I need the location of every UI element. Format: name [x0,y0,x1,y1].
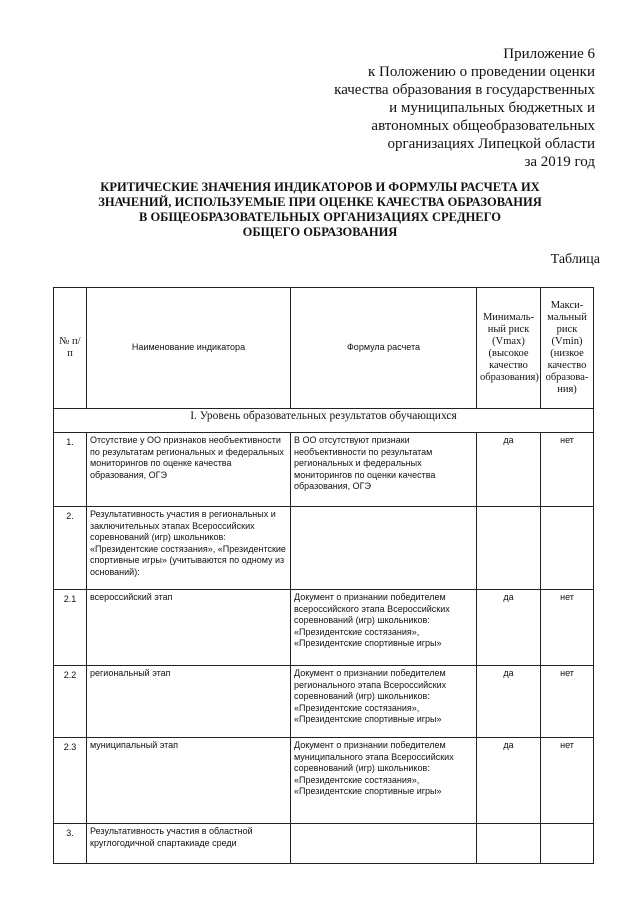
row-max: нет [541,738,594,824]
appendix-line: организациях Липецкой области [387,136,595,152]
row-formula [291,824,477,864]
row-min: да [477,738,541,824]
row-indicator: Отсутствие у ОО признаков необъективности по результатам региональных и федеральных мониторингов по оценке качества образования, ОГЭ [87,433,291,507]
row-formula [291,507,477,590]
table-row [54,507,594,590]
header-min-risk: Минималь-ный риск (Vmax) (высокое качество образования) [477,288,541,409]
appendix-line: качества образования в государственных [334,82,595,98]
title-line: ЗНАЧЕНИЙ, ИСПОЛЬЗУЕМЫЕ ПРИ ОЦЕНКЕ КАЧЕСТВА ОБРАЗОВАНИЯ [98,195,542,209]
table-row [54,738,594,824]
row-max: нет [541,433,594,507]
row-num: 1. [54,433,87,507]
title-line: ОБЩЕГО ОБРАЗОВАНИЯ [242,225,398,239]
row-num: 3. [54,824,87,864]
row-max [541,507,594,590]
row-formula: Документ о признании победителем регионального этапа Всероссийских соревнований (игр) школьников: «Президентские состязания», «Президентские спортивные игры» [291,666,477,738]
header-num: № п/п [54,288,87,409]
row-min: да [477,590,541,666]
row-indicator: Результативность участия в региональных и заключительных этапах Всероссийских соревнований (игр) школьников: «Президентские состязания», «Президентские спортивные игры» (учитываются по одному из оснований): [87,507,291,590]
table-row [54,666,594,738]
appendix-line: за 2019 год [524,154,595,170]
table-row [54,824,594,864]
row-num: 2.1 [54,590,87,666]
table-row [54,590,594,666]
header-indicator: Наименование индикатора [87,288,291,409]
row-num: 2.2 [54,666,87,738]
section-row [54,409,594,433]
row-indicator: всероссийский этап [87,590,291,666]
header-row [54,288,594,409]
title-line: КРИТИЧЕСКИЕ ЗНАЧЕНИЯ ИНДИКАТОРОВ И ФОРМУЛЫ РАСЧЕТА ИХ [100,180,540,194]
appendix-line: и муниципальных бюджетных и [389,100,595,116]
table-label: Таблица [550,252,600,267]
row-indicator: муниципальный этап [87,738,291,824]
row-formula: Документ о признании победителем всероссийского этапа Всероссийских соревнований (игр) школьников: «Президентские состязания», «Президентские спортивные игры» [291,590,477,666]
appendix-line: к Положению о проведении оценки [368,64,595,80]
table-row [54,433,594,507]
row-min [477,507,541,590]
header-formula: Формула расчета [291,288,477,409]
row-indicator: региональный этап [87,666,291,738]
appendix-block [250,45,595,171]
document-title [80,180,560,240]
row-min [477,824,541,864]
appendix-line: Приложение 6 [503,46,595,62]
row-max: нет [541,590,594,666]
row-num: 2. [54,507,87,590]
indicators-table [53,287,594,864]
row-formula: Документ о признании победителем муниципального этапа Всероссийских соревнований (игр) школьников: «Президентские состязания», «Президентские спортивные игры» [291,738,477,824]
section-title: I. Уровень образовательных результатов обучающихся [54,409,594,433]
row-min: да [477,433,541,507]
row-max: нет [541,666,594,738]
row-max [541,824,594,864]
appendix-line: автономных общеобразовательных [371,118,595,134]
row-min: да [477,666,541,738]
row-indicator: Результативность участия в областной круглогодичной спартакиаде среди [87,824,291,864]
row-formula: В ОО отсутствуют признаки необъективности по результатам региональных и федеральных мониторингов по оценки качества образования, ОГЭ [291,433,477,507]
row-num: 2.3 [54,738,87,824]
title-line: В ОБЩЕОБРАЗОВАТЕЛЬНЫХ ОРГАНИЗАЦИЯХ СРЕДНЕГО [139,210,501,224]
header-max-risk: Макси-мальный риск (Vmin) (низкое качество образова-ния) [541,288,594,409]
